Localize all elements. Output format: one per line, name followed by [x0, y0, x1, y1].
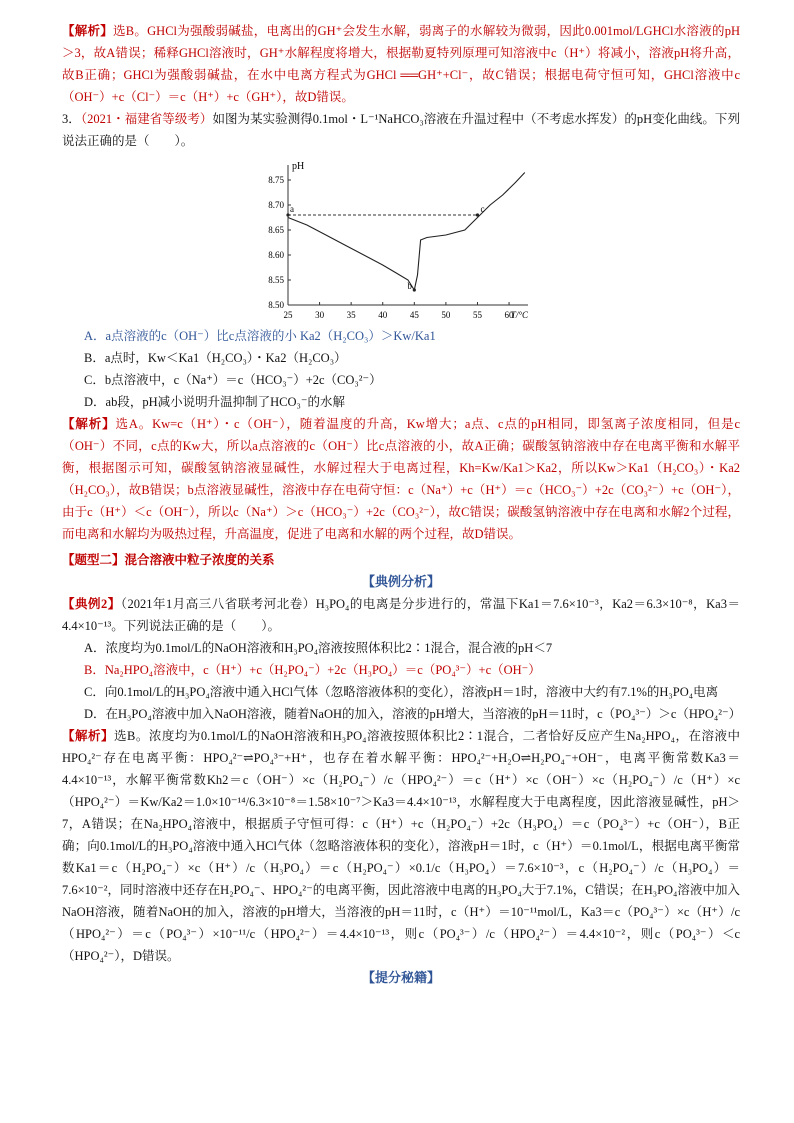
point-b [413, 288, 416, 291]
topic-heading [62, 549, 740, 571]
option-d: D．ab段，pH减小说明升温抑制了HCO₃⁻的水解 [84, 395, 345, 409]
topic-label: 【题型二】 [62, 553, 125, 567]
analysis-tag: 【解析】 [62, 417, 116, 431]
x-tick-label: 30 [315, 310, 325, 320]
topic-title: 混合溶液中粒子浓度的关系 [124, 553, 275, 567]
option-b: B．Na₂HPO₄溶液中，c（H⁺）+c（H₂PO₄⁻）+2c（H₃PO₄）＝c（PO₄³⁻）+c（OH⁻） [84, 663, 541, 677]
question-number: 3． [62, 112, 81, 126]
example-source: （2021年1月高三八省联考河北卷） [120, 597, 316, 611]
analysis-text: 选A。Kw=c（H⁺）・c（OH⁻），随着温度的升高，Kw增大；a点、c点的pH相同，即氢离子浓度相同，但是c（OH⁻）不同，c点的Kw大，所以a点溶液的c（OH⁻）比c点溶液的小，故A正确；碳酸氢钠溶液中存在电离平衡和水解平衡，根据图示可知，碳酸氢钠溶液显碱性，水解过程大于电离过程，Kh=Kw/Ka1＞Ka2，所以Kw＞Ka1（H₂CO₃）・Ka2（H₂CO₃），故B错误；b点溶液显碱性，溶液中存在电荷守恒：c（Na⁺）+c（H⁺）＝c（HCO₃⁻）+2c（CO₃²⁻）+c（OH⁻），由于c（H⁺）＜c（OH⁻），所以c（Na⁺）＞c（HCO₃⁻）+2c（CO₃²⁻），故C错误；碳酸氢钠溶液中存在电离和水解2个过程，而电离和水解均为吸热过程，升高温度，促进了电离和水解的两个过程，故D错误。 [62, 417, 740, 541]
x-tick-label: 50 [441, 310, 451, 320]
y-tick-label: 8.55 [268, 275, 284, 285]
question-text: 如图为某实验测得0.1mol・L⁻¹NaHCO₃溶液在升温过程中（不考虑水挥发）的pH变化曲线。下列说法正确的是（ ）。 [62, 112, 740, 148]
question-source: （2021・福建省等级考） [80, 112, 213, 126]
option-a: A．浓度均为0.1mol/L的NaOH溶液和H₃PO₄溶液按照体积比2∶1混合，混合液的pH＜7 [84, 641, 553, 655]
tips-heading: 【提分秘籍】 [361, 970, 440, 985]
y-tick-label: 8.50 [268, 300, 284, 310]
x-tick-label: 45 [409, 310, 419, 320]
analysis-text: 选B。浓度均为0.1mol/L的NaOH溶液和H₃PO₄溶液按照体积比2∶1混合，二者恰好反应产生Na₂HPO₄，在溶液中HPO₄²⁻存在电离平衡：HPO₄²⁻⇌PO₄³⁻+H⁺，也存在着水解平衡：HPO₄²⁻+H₂O⇌H₂PO₄⁻+OH⁻，电离平衡常数Ka3＝4.4×10⁻¹³，水解平衡常数Kh2＝c（OH⁻）×c（H₂PO₄⁻）/c（HPO₄²⁻）＝c（H⁺）×c（OH⁻）×c（H₂PO₄⁻）/c（H⁺）×c（HPO₄²⁻）＝Kw/Ka2＝1.0×10⁻¹⁴/6.3×10⁻⁸＝1.58×10⁻⁷＞Ka3＝4.4×10⁻¹³，水解程度大于电离程度，因此溶液显碱性，pH＞7，A错误；在Na₂HPO₄溶液中，根据质子守恒可得：c（H⁺）+c（H₂PO₄⁻）+2c（H₃PO₄）＝c（PO₄³⁻）+c（OH⁻），B正确；向0.1mol/L的H₃PO₄溶液中通入HCl气体（忽略溶液体积的变化），溶液pH＝1时，c（H⁺）＝0.1mol/L，根据电离平衡常数Ka1＝c（H₂PO₄⁻）×c（H⁺）/c（H₃PO₄）＝c（H₂PO₄⁻）×0.1/c（H₃PO₄）＝7.6×10⁻³，c（H₂PO₄⁻）/c（H₃PO₄）＝7.6×10⁻²，同时溶液中还存在H₂PO₄⁻、HPO₄²⁻的电离平衡，因此溶液中电离的H₃PO₄大于7.1%，C错误；在H₃PO₄溶液中加入NaOH溶液，随着NaOH的加入，溶液的pH增大，当溶液的pH＝11时，c（H⁺）＝10⁻¹¹mol/L，Ka3＝c（PO₄³⁻）×c（H⁺）/c（HPO₄²⁻）＝c（PO₄³⁻）×10⁻¹¹/c（HPO₄²⁻）＝4.4×10⁻¹³，则c（PO₄³⁻）/c（HPO₄²⁻）＝4.4×10⁻²，则c（PO₄³⁻）＜c（HPO₄²⁻），D错误。 [62, 729, 740, 963]
option-c: C．向0.1mol/L的H₃PO₄溶液中通入HCl气体（忽略溶液体积的变化），溶液pH＝1时，溶液中大约有7.1%的H₃PO₄电离 [84, 685, 719, 699]
point-label-b: b [407, 281, 412, 291]
y-tick-label: 8.75 [268, 175, 284, 185]
ph-curve [288, 173, 525, 291]
y-axis-label: pH [292, 161, 305, 172]
analysis-block-1 [62, 20, 740, 108]
y-tick-label: 8.60 [268, 250, 284, 260]
analysis-text: 选B。GHCl为强酸弱碱盐，电离出的GH⁺会发生水解，弱离子的水解较为微弱，因此0.001mol/LGHCl水溶液的pH＞3，故A错误；稀释GHCl溶液时，GH⁺水解程度将增大，根据勒夏特列原理可知溶液中c（H⁺）将减小，溶液pH将升高，故B正确；GHCl为强酸弱碱盐，在水中电离方程式为GHCl ══GH⁺+Cl⁻，故C错误；根据电荷守恒可知，GHCl溶液中c（OH⁻）+c（Cl⁻）＝c（H⁺）+c（GH⁺），故D错误。 [62, 24, 740, 104]
x-tick-label: 55 [472, 310, 482, 320]
example-tag: 【典例2】 [62, 597, 121, 611]
y-tick-label: 8.70 [268, 200, 284, 210]
x-tick-label: 35 [346, 310, 356, 320]
x-axis-label: T/°C [510, 310, 528, 320]
ph-temperature-chart [248, 155, 538, 325]
analysis-heading: 【典例分析】 [361, 574, 440, 589]
example-2-options [62, 637, 740, 725]
x-tick-label: 60 [504, 310, 514, 320]
option-b: B．a点时，Kw＜Ka1（H₂CO₃）・Ka2（H₂CO₃） [84, 351, 347, 365]
analysis-tag: 【解析】 [62, 729, 115, 743]
option-a: A．a点溶液的c（OH⁻）比c点溶液的小 Ka2（H₂CO₃）＞Kw/Ka1 [84, 329, 436, 343]
analysis-tag: 【解析】 [62, 24, 114, 38]
point-label-a: a [290, 204, 294, 214]
document-page [62, 20, 740, 989]
x-tick-label: 25 [283, 310, 293, 320]
option-d: D．在H₃PO₄溶液中加入NaOH溶液，随着NaOH的加入，溶液的pH增大，当溶液的pH＝11时，c（PO₄³⁻）＞c（HPO₄²⁻） [84, 707, 742, 721]
question-3-stem [62, 108, 740, 152]
question-3-options [62, 325, 740, 413]
y-tick-label: 8.65 [268, 225, 284, 235]
point-c [476, 213, 479, 216]
x-tick-label: 40 [378, 310, 388, 320]
analysis-block-2 [62, 413, 740, 545]
example-2-stem [62, 593, 740, 637]
example-text: H₃PO₄的电离是分步进行的，常温下Ka1＝7.6×10⁻³，Ka2＝6.3×10⁻⁸，Ka3＝4.4×10⁻¹³。下列说法正确的是（ ）。 [62, 597, 740, 633]
analysis-block-3 [62, 725, 740, 967]
point-label-c: c [480, 204, 485, 214]
option-c: C．b点溶液中，c（Na⁺）＝c（HCO₃⁻）+2c（CO₃²⁻） [84, 373, 382, 387]
